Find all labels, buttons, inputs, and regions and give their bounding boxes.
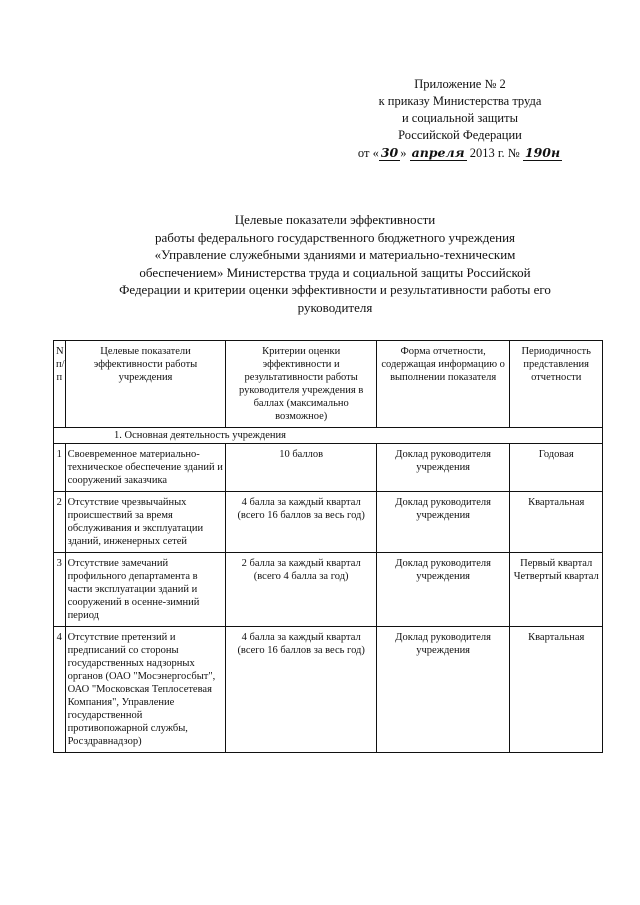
header-criteria: Критерии оценки эффективности и результативности работы руководителя учреждения в баллах (максимально возможное) [226, 341, 376, 428]
row-period: Квартальная [510, 627, 603, 753]
table-row [54, 627, 603, 753]
table-header-row [54, 341, 603, 428]
handwritten-day: 30 [380, 145, 399, 160]
row-period: Первый квартал Четвертый квартал [510, 553, 603, 627]
header-report: Форма отчетности, содержащая информацию о выполнении показателя [376, 341, 510, 428]
row-report: Доклад руководителя учреждения [376, 627, 510, 753]
row-report: Доклад руководителя учреждения [376, 492, 510, 553]
row-criteria: 2 балла за каждый квартал (всего 4 балла за год) [226, 553, 376, 627]
row-indicator: Отсутствие претензий и предписаний со стороны государственных надзорных органов (ОАО "Мосэнергосбыт", ОАО "Московская Теплосетевая Компания", Управление государственной противопожарной службы, Росздравнадзор) [65, 627, 226, 753]
header-indicator: Целевые показатели эффективности работы учреждения [65, 341, 226, 428]
table-row [54, 553, 603, 627]
row-num: 4 [54, 627, 66, 753]
row-num: 2 [54, 492, 66, 553]
table-row [54, 444, 603, 492]
date-mid: » [400, 146, 407, 160]
row-period: Квартальная [510, 492, 603, 553]
appendix-order-line: к приказу Министерства труда [378, 94, 542, 108]
header-num: N п/п [54, 341, 66, 428]
date-year: 2013 г. № [469, 146, 520, 160]
handwritten-month: апреля [411, 145, 465, 160]
row-num: 3 [54, 553, 66, 627]
title-line-1: Целевые показатели эффективности [234, 212, 436, 227]
row-criteria: 10 баллов [226, 444, 376, 492]
row-indicator: Своевременное материально-техническое обеспечение зданий и сооружений заказчика [65, 444, 226, 492]
appendix-ministry-line: и социальной защиты [401, 111, 518, 125]
appendix-number: Приложение № 2 [414, 77, 506, 91]
title-line-5: Федерации и критерии оценки эффективности и результативности работы его [119, 282, 551, 297]
row-indicator: Отсутствие чрезвычайных происшествий за время обслуживания и эксплуатации зданий, инженерных сетей [65, 492, 226, 553]
row-report: Доклад руководителя учреждения [376, 444, 510, 492]
table-row [54, 492, 603, 553]
appendix-header [300, 76, 620, 162]
appendix-date-line [300, 144, 620, 162]
row-criteria: 4 балла за каждый квартал (всего 16 баллов за весь год) [226, 492, 376, 553]
handwritten-order-number: 190н [524, 145, 561, 160]
document-title [70, 211, 600, 316]
row-report: Доклад руководителя учреждения [376, 553, 510, 627]
row-indicator: Отсутствие замечаний профильного департамента в части эксплуатации зданий и сооружений в осенне-зимний период [65, 553, 226, 627]
row-period: Годовая [510, 444, 603, 492]
section-row [54, 428, 603, 444]
section-title: 1. Основная деятельность учреждения [54, 428, 603, 444]
date-prefix: от « [357, 146, 379, 160]
title-line-6: руководителя [297, 299, 373, 315]
indicators-table [53, 340, 603, 753]
header-period: Периодичность представления отчетности [510, 341, 603, 428]
row-num: 1 [54, 444, 66, 492]
title-line-4: обеспечением» Министерства труда и социальной защиты Российской [139, 264, 531, 280]
row-criteria: 4 балла за каждый квартал (всего 16 баллов за весь год) [226, 627, 376, 753]
appendix-country-line: Российской Федерации [398, 128, 522, 142]
title-line-2: работы федерального государственного бюджетного учреждения [154, 229, 516, 245]
title-line-3: «Управление служебными зданиями и материально-техническим [154, 247, 516, 262]
